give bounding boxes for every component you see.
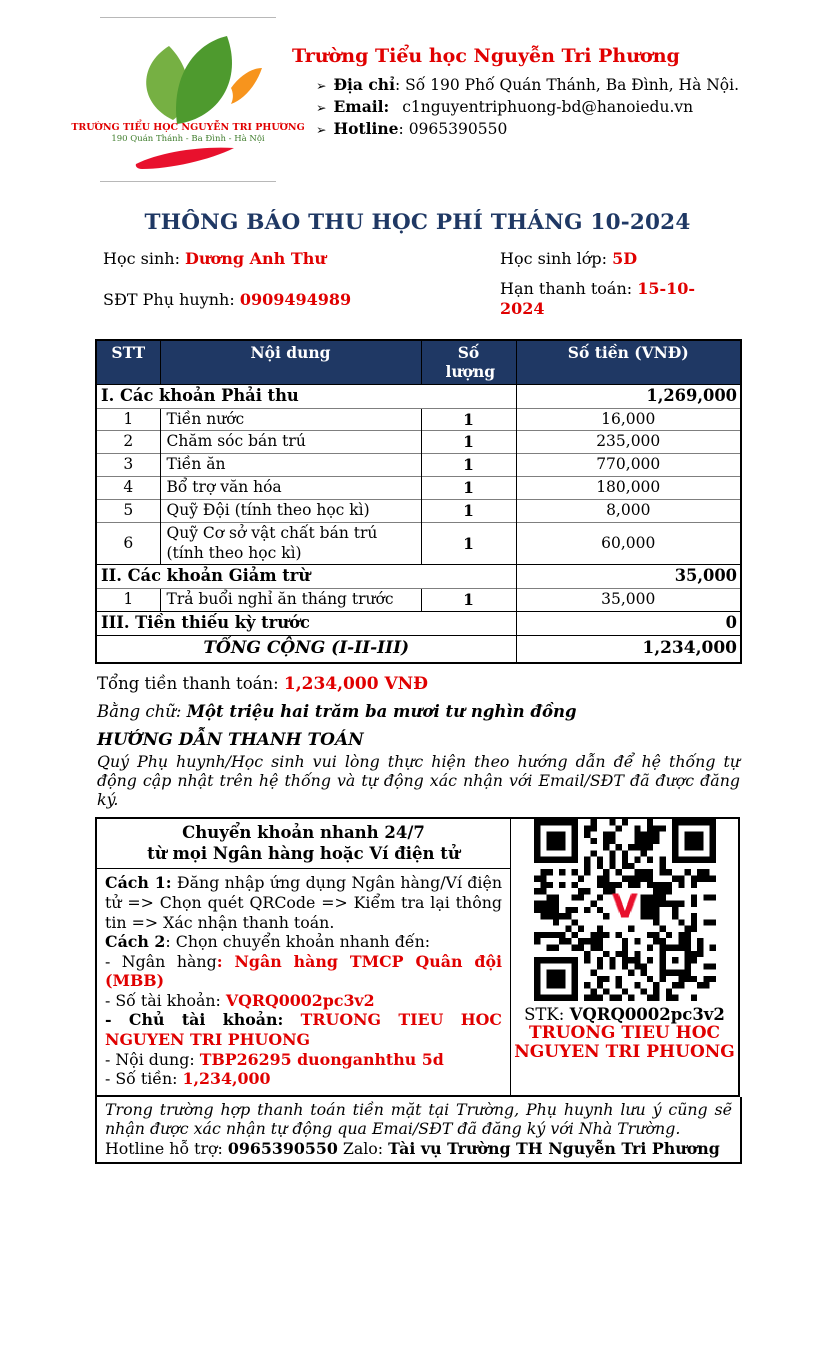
email-label: Email: [333, 97, 390, 116]
address-line [316, 74, 739, 96]
account-line [105, 991, 502, 1011]
holder-line [105, 1010, 502, 1049]
section-label: I. Các khoản Phải thu [96, 384, 516, 408]
bullet-arrow-icon: ➢ [316, 78, 327, 93]
school-info [292, 17, 739, 182]
qr-stk-value: VQRQ0002pc3v2 [569, 1004, 725, 1024]
row-qty: 1 [421, 522, 516, 565]
bank-label: - Ngân hàng [105, 951, 217, 971]
email-value: c1nguyentriphuong-bd@hanoiedu.vn [402, 98, 694, 116]
row-qty: 1 [421, 477, 516, 500]
amount-line [105, 1069, 502, 1089]
address-label: Địa chỉ [333, 75, 395, 94]
fee-notice-document [71, 17, 740, 1164]
col-header-noidung: Nội dung [160, 340, 421, 384]
student-class-value: 5D [612, 249, 638, 268]
cash-payment-note: Trong trường hợp thanh toán tiền mặt tại Trường, Phụ huynh lưu ý cũng sẽ nhận được xác nhận tự động qua Emai/SĐT đã đăng ký với Nhà Trường. [105, 1099, 732, 1138]
amount-value: 1,234,000 [182, 1069, 271, 1089]
hotline-value: : 0965390550 [398, 120, 508, 138]
row-qty: 1 [421, 589, 516, 612]
col-header-soluong: Số lượng [421, 340, 516, 384]
row-amount: 8,000 [516, 499, 741, 522]
logo-school-address: 190 Quán Thánh - Ba Đình - Hà Nội [111, 133, 265, 144]
table-row [96, 589, 741, 612]
hotline-line [316, 118, 739, 140]
payment-box [95, 817, 740, 1097]
bullet-arrow-icon: ➢ [316, 100, 327, 115]
parent-phone-field [103, 290, 351, 309]
method-2 [105, 932, 502, 952]
amount-label: - Số tiền: [105, 1069, 183, 1089]
row-name: Quỹ Cơ sở vật chất bán trú (tính theo học kì) [160, 522, 421, 565]
method-2-label: Cách 2 [105, 932, 166, 952]
deadline-label: Hạn thanh toán: [500, 279, 638, 298]
grand-total-row [96, 635, 741, 662]
zalo-label: Zalo: [337, 1139, 389, 1159]
deadline-field [500, 279, 737, 319]
support-hotline-value: 0965390550 [227, 1139, 338, 1159]
fee-table-header-row [96, 340, 741, 384]
email-line [316, 96, 739, 118]
account-label: - Số tài khoản: [105, 990, 226, 1010]
hotline-label: Hotline [333, 119, 399, 138]
section-amount: 1,269,000 [516, 384, 741, 408]
qr-holder-line2: NGUYEN TRI PHUONG [514, 1041, 735, 1062]
content-value: TBP26295 duonganhthu 5d [199, 1049, 444, 1069]
section-row [96, 612, 741, 636]
payment-box-title-line2: từ mọi Ngân hàng hoặc Ví điện tử [147, 843, 460, 863]
student-name-label: Học sinh: [103, 249, 186, 268]
row-qty: 1 [421, 499, 516, 522]
logo-school-name: TRƯỜNG TIỂU HỌC NGUYỄN TRI PHƯƠNG [71, 121, 305, 133]
row-qty: 1 [421, 454, 516, 477]
table-row [96, 499, 741, 522]
row-qty: 1 [421, 431, 516, 454]
payment-guide-title: HƯỚNG DẪN THANH TOÁN [97, 729, 364, 750]
section-amount: 35,000 [516, 565, 741, 589]
payment-box-title-line1: Chuyển khoản nhanh 24/7 [182, 822, 425, 842]
parent-phone-value: 0909494989 [239, 290, 352, 309]
qr-stk-label: STK: [524, 1004, 570, 1024]
content-label: - Nội dung: [105, 1049, 200, 1069]
payment-guide-text: Quý Phụ huynh/Học sinh vui lòng thực hiện theo hướng dẫn để hệ thống tự động cập nhật trên hệ thống và tự động xác nhận với Email/SĐT đã được đăng ký. [97, 751, 740, 810]
school-name: Trường Tiểu học Nguyễn Tri Phương [292, 45, 680, 67]
table-row [96, 431, 741, 454]
holder-value: TRUONG TIEU HOC NGUYEN TRI PHUONG [105, 1010, 502, 1049]
qr-code-image [534, 819, 716, 1001]
row-stt: 1 [96, 408, 160, 431]
account-value: VQRQ0002pc3v2 [225, 990, 375, 1010]
payment-instructions [97, 869, 510, 1094]
red-swoosh-icon [128, 144, 248, 170]
address-value: : Số 190 Phố Quán Thánh, Ba Đình, Hà Nội. [394, 76, 740, 94]
section-label: II. Các khoản Giảm trừ [96, 565, 516, 589]
row-name: Quỹ Đội (tính theo học kì) [160, 499, 421, 522]
student-class-label: Học sinh lớp: [500, 249, 613, 268]
grand-total-label: TỔNG CỘNG (I-II-III) [96, 635, 516, 662]
qr-holder-line1: TRUONG TIEU HOC [528, 1022, 721, 1043]
payment-box-title [97, 819, 510, 870]
footer-box [95, 1097, 742, 1165]
parent-phone-label: SĐT Phụ huynh: [103, 290, 240, 309]
page-title: THÔNG BÁO THU HỌC PHÍ THÁNG 10-2024 [144, 210, 691, 235]
row-stt: 6 [96, 522, 160, 565]
col-header-stt: STT [96, 340, 160, 384]
row-name: Chăm sóc bán trú [160, 431, 421, 454]
section-row [96, 565, 741, 589]
qr-stk-line [511, 1005, 738, 1024]
amount-in-words-value: Một triệu hai trăm ba mươi tư nghìn đồng [186, 701, 577, 721]
student-info [95, 247, 740, 325]
school-logo [71, 17, 305, 182]
row-name: Trả buổi nghỉ ăn tháng trước [160, 589, 421, 612]
holder-label: - Chủ tài khoản: [105, 1010, 301, 1030]
payment-instructions-cell [96, 818, 511, 1096]
row-stt: 4 [96, 477, 160, 500]
total-payment-value: 1,234,000 VNĐ [283, 673, 429, 694]
row-stt: 3 [96, 454, 160, 477]
student-class-field [500, 249, 637, 268]
section-row [96, 384, 741, 408]
row-qty: 1 [421, 408, 516, 431]
row-stt: 1 [96, 589, 160, 612]
student-name-field [103, 249, 326, 268]
amount-in-words-label: Bằng chữ: [97, 701, 187, 721]
school-contact-list [292, 74, 739, 140]
section-amount: 0 [516, 612, 741, 636]
table-row [96, 454, 741, 477]
student-name-value: Dương Anh Thư [185, 249, 327, 268]
row-amount: 60,000 [516, 522, 741, 565]
section-label: III. Tiền thiếu kỳ trước [96, 612, 516, 636]
row-stt: 2 [96, 431, 160, 454]
table-row [96, 522, 741, 565]
row-name: Tiền ăn [160, 454, 421, 477]
row-amount: 35,000 [516, 589, 741, 612]
bank-value: : Ngân hàng TMCP Quân đội (MBB) [105, 951, 502, 991]
zalo-value: Tài vụ Trường TH Nguyễn Tri Phương [388, 1139, 720, 1159]
row-name: Tiền nước [160, 408, 421, 431]
deadline-value: 15-10-2024 [500, 279, 696, 318]
method-1-text: Đăng nhập ứng dụng Ngân hàng/Ví điện tử => Chọn quét QRCode => Kiểm tra lại thông tin => Xác nhận thanh toán. [105, 873, 502, 932]
bullet-arrow-icon: ➢ [316, 122, 327, 137]
row-amount: 180,000 [516, 477, 741, 500]
method-2-text: : Chọn chuyển khoản nhanh đến: [165, 932, 431, 952]
grand-total-amount: 1,234,000 [516, 635, 741, 662]
table-row [96, 477, 741, 500]
row-amount: 235,000 [516, 431, 741, 454]
table-row [96, 408, 741, 431]
total-payment-label: Tổng tiền thanh toán: [97, 673, 284, 693]
document-header [71, 17, 740, 182]
support-hotline-label: Hotline hỗ trợ: [105, 1139, 228, 1159]
qr-cell [511, 818, 740, 1096]
leaf-logo-icon [113, 30, 263, 126]
total-payment-line [95, 674, 740, 694]
method-1 [105, 873, 502, 932]
row-name: Bổ trợ văn hóa [160, 477, 421, 500]
amount-in-words-line [95, 702, 740, 721]
support-hotline-line [105, 1139, 732, 1158]
method-1-label: Cách 1: [105, 873, 172, 893]
bank-line [105, 952, 502, 991]
fee-table [95, 339, 742, 664]
row-amount: 770,000 [516, 454, 741, 477]
col-header-sotien: Số tiền (VNĐ) [516, 340, 741, 384]
content-line [105, 1050, 502, 1070]
row-amount: 16,000 [516, 408, 741, 431]
row-stt: 5 [96, 499, 160, 522]
